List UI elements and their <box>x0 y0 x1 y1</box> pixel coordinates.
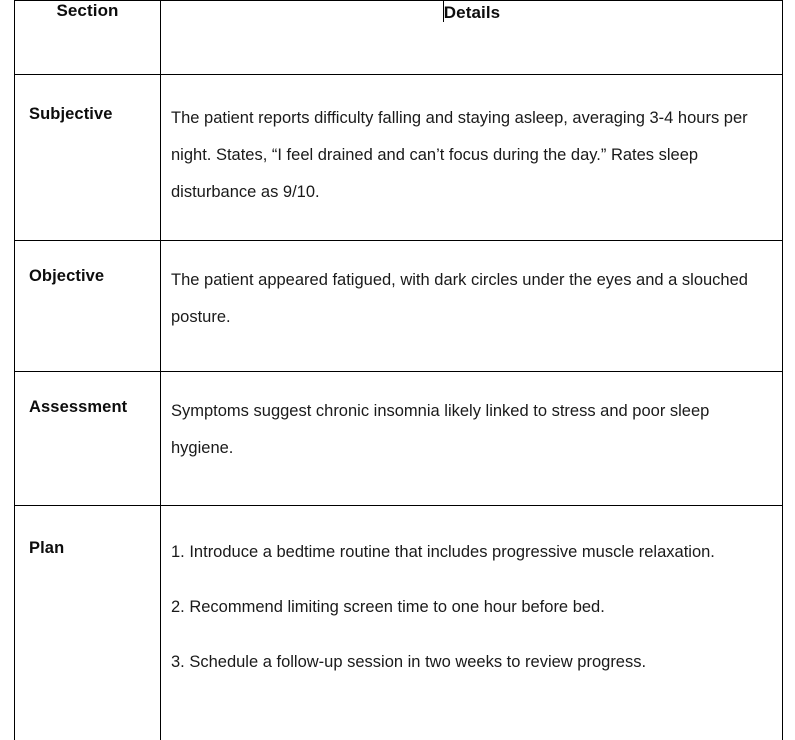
paragraph: 3. Schedule a follow-up session in two weeks to review progress. <box>171 653 647 671</box>
column-header-section-label: Section <box>56 1 119 20</box>
row-section-label-objective: Objective <box>15 241 161 372</box>
soap-note-table <box>14 0 783 740</box>
paragraph: The patient appeared fatigued, with dark circles under the eyes and a slouched posture. <box>171 271 748 326</box>
paragraph: Symptoms suggest chronic insomnia likely linked to stress and poor sleep hygiene. <box>171 402 710 457</box>
column-header-details-wrapper <box>443 1 500 23</box>
row-details-objective[interactable] <box>161 241 783 372</box>
paragraph: 2. Recommend limiting screen time to one hour before bed. <box>171 598 605 616</box>
column-header-section <box>15 1 161 75</box>
table-row <box>15 75 783 241</box>
table-row <box>15 372 783 506</box>
row-section-label-assessment: Assessment <box>15 372 161 506</box>
row-section-label-subjective: Subjective <box>15 75 161 241</box>
row-section-label-plan: Plan <box>15 506 161 740</box>
row-details-assessment[interactable] <box>161 372 783 506</box>
column-header-details <box>161 1 783 75</box>
table-header-row <box>15 1 783 75</box>
row-details-plan[interactable] <box>161 506 783 740</box>
paragraph: 1. Introduce a bedtime routine that includes progressive muscle relaxation. <box>171 543 715 561</box>
row-details-subjective[interactable] <box>161 75 783 241</box>
column-header-details-label: Details <box>443 3 501 22</box>
table-row <box>15 506 783 740</box>
table-row <box>15 241 783 372</box>
paragraph: The patient reports difficulty falling and staying asleep, averaging 3-4 hours per night. States, “I feel drained and can’t focus during the day.” Rates sleep disturbance as 9/10. <box>171 109 748 201</box>
